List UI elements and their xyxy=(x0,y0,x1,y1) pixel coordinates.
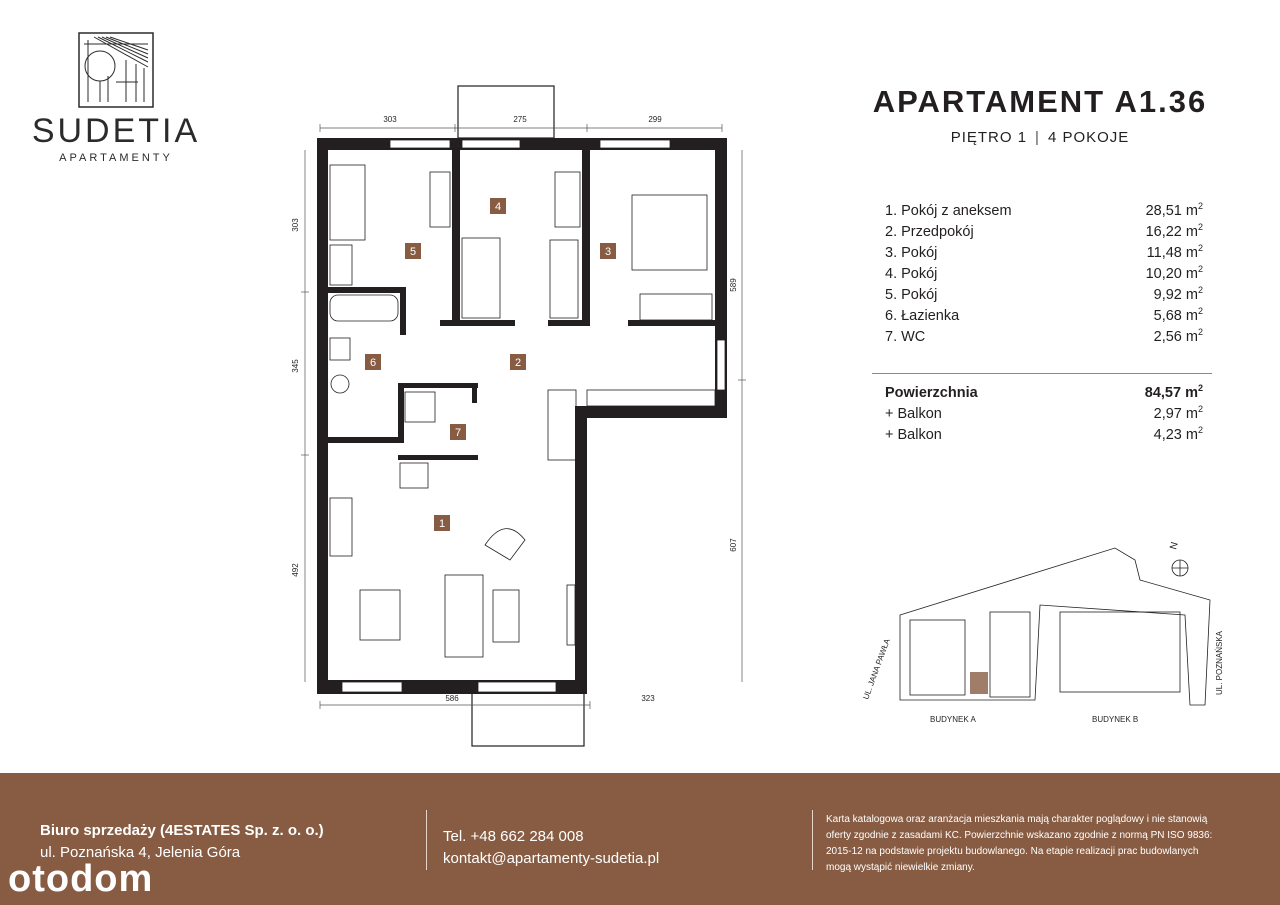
svg-text:1: 1 xyxy=(438,518,446,530)
dim-top-2: 275 xyxy=(513,115,527,124)
svg-text:6: 6 xyxy=(369,357,377,369)
room-area: 28,51 $m^2$ xyxy=(1145,201,1203,219)
floor-label: PIĘTRO 1 xyxy=(950,129,1028,146)
dim-left-1: 303 xyxy=(291,218,300,232)
room-row xyxy=(885,245,1203,266)
brand-tagline: APARTAMENTY xyxy=(59,152,173,164)
room-row xyxy=(885,266,1203,287)
site-plan xyxy=(850,530,1230,740)
compass-label: N xyxy=(1168,540,1181,551)
balcony-row: + Balkon 2,97 $m^2$ xyxy=(885,406,1203,427)
sales-address: ul. Poznańska 4, Jelenia Góra xyxy=(40,844,241,861)
dim-right-2: 607 xyxy=(729,538,738,552)
svg-text:4: 4 xyxy=(494,201,502,213)
footer-divider xyxy=(812,810,813,870)
svg-text:2: 2 xyxy=(514,357,522,369)
apartment-subtitle xyxy=(860,129,1220,146)
svg-text:5: 5 xyxy=(409,246,417,258)
room-row xyxy=(885,287,1203,308)
sales-office: Biuro sprzedaży (4ESTATES Sp. z. o. o.) xyxy=(40,822,324,839)
svg-text:3: 3 xyxy=(604,246,612,258)
rooms-count-label: 4 POKOJE xyxy=(1047,129,1130,146)
sudetia-logo-icon xyxy=(78,32,154,108)
list-divider xyxy=(872,373,1212,374)
svg-text:7: 7 xyxy=(454,427,462,439)
room-name: 2. Przedpokój xyxy=(885,224,974,240)
room-name: 1. Pokój z aneksem xyxy=(885,203,1012,219)
apartment-title: APARTAMENT A1.36 xyxy=(872,84,1208,119)
street-right-label: UL. POZNAŃSKA xyxy=(1215,630,1224,695)
room-area: 16,22 $m^2$ xyxy=(1145,222,1203,240)
room-name: 7. WC xyxy=(885,329,926,345)
room-name: 5. Pokój xyxy=(885,287,938,303)
total-area: 84,57 $m^2$ xyxy=(1144,383,1203,401)
balcony-bottom xyxy=(472,692,584,746)
room-area: 2,56 $m^2$ xyxy=(1153,327,1203,345)
dim-right-1: 589 xyxy=(729,278,738,292)
building-b-label: BUDYNEK B xyxy=(1092,715,1139,724)
balcony-row: + Balkon 4,23 $m^2$ xyxy=(885,427,1203,448)
otodom-watermark: otodom xyxy=(8,858,154,900)
footer-divider xyxy=(426,810,427,870)
balcony-area: 2,97 $m^2$ xyxy=(1153,404,1203,422)
brand-name: SUDETIA xyxy=(31,112,201,150)
dim-bottom-1: 586 xyxy=(445,694,459,703)
room-area: 5,68 $m^2$ xyxy=(1153,306,1203,324)
dim-left-2: 345 xyxy=(291,359,300,373)
room-name: 4. Pokój xyxy=(885,266,938,282)
room-name: 3. Pokój xyxy=(885,245,938,261)
room-area: 10,20 $m^2$ xyxy=(1145,264,1203,282)
dim-top-1: 303 xyxy=(383,115,397,124)
room-row xyxy=(885,203,1203,224)
street-left-label: UL. JANA PAWŁA xyxy=(861,637,892,701)
total-area-row: Powierzchnia 84,57 $m^2$ xyxy=(885,385,1203,406)
room-row xyxy=(885,329,1203,350)
rooms-list xyxy=(885,203,1203,350)
disclaimer-note: Karta katalogowa oraz aranżacja mieszkania mają charakter poglądowy i nie stanowią oferty zgodnie z zasadami KC. Powierzchnie wskazano zgodnie z normą PN ISO 9836: 2015-12 na podstawie projektu budowlanego. Na etapie realizacji prac budowlanych mogą wystąpić niewielkie zmiany. xyxy=(826,814,1213,873)
room-name: 6. Łazienka xyxy=(885,308,960,324)
phone-link[interactable]: Tel. +48 662 284 008 xyxy=(443,828,584,845)
dim-top-3: 299 xyxy=(648,115,662,124)
apartment-location-marker xyxy=(970,672,988,694)
building-a-label: BUDYNEK A xyxy=(930,715,976,724)
totals-list xyxy=(885,385,1203,448)
balcony-area: 4,23 $m^2$ xyxy=(1153,425,1203,443)
dim-left-3: 492 xyxy=(291,563,300,577)
floor-plan xyxy=(270,80,770,760)
room-area: 9,92 $m^2$ xyxy=(1153,285,1203,303)
dim-bottom-2: 323 xyxy=(641,694,655,703)
email-link[interactable]: kontakt@apartamenty-sudetia.pl xyxy=(443,850,660,867)
room-row xyxy=(885,224,1203,245)
room-row xyxy=(885,308,1203,329)
separator: | xyxy=(1035,129,1040,146)
room-area: 11,48 $m^2$ xyxy=(1146,243,1203,261)
balcony-top xyxy=(458,86,554,138)
